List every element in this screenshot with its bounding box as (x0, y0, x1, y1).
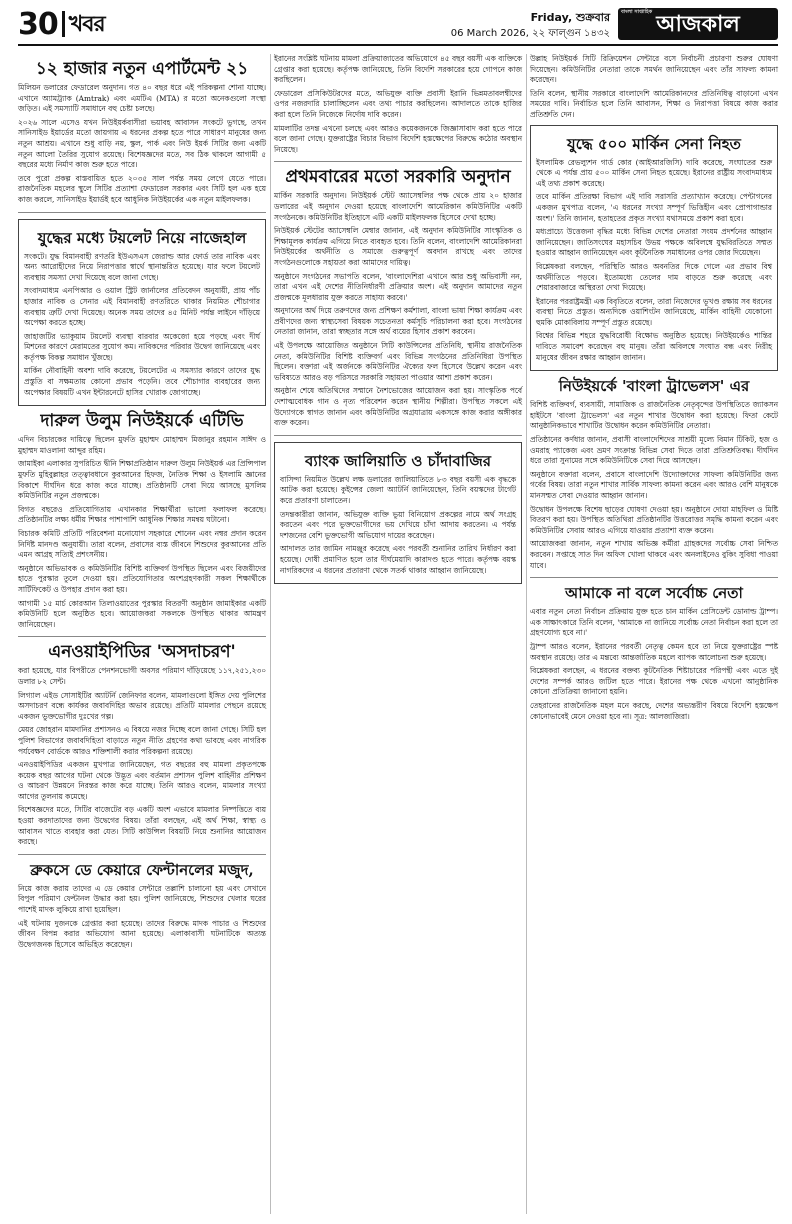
paragraph: ট্রাম্প আরও বলেন, ইরানের পরবর্তী নেতৃত্ব কেমন হবে তা নিয়ে যুক্তরাষ্ট্রের স্পষ্ট অবস্থান রয়েছে। তার এ মন্তব্যে আন্তর্জাতিক মহলে ব্যাপক আলোচনা শুরু হয়েছে। (530, 641, 778, 662)
paragraph: এই ঘটনায় দুজনকে গ্রেপ্তার করা হয়েছে। তাদের বিরুদ্ধে মাদক পাচার ও শিশুদের জীবন বিপন্ন করার অভিযোগ আনা হয়েছে। এলাকাবাসী ঘটনাটিকে অত্যন্ত উদ্বেগজনক হিসেবে অভিহিত করেছেন। (18, 918, 266, 949)
logo-text: আজকাল (656, 11, 740, 37)
headline: নিউইয়র্কে 'বাংলা ট্রাভেলস' এর (558, 377, 750, 396)
page-number-block (18, 8, 105, 42)
paragraph: মিলিয়ন ডলারের ফেডারেল অনুদান। গত ৪০ বছর ধরে এই পরিকল্পনা শোনা যাচ্ছে। এখানে অ্যামট্র্যাক (Amtrak) এবং এমটিএ (MTA) র মতো অনেকগুলো সংস্থা জড়িত। এই সমস্যাটি সমাধানে বহু চেষ্টা চলছে। (18, 83, 266, 114)
paragraph: ইরানের পররাষ্ট্রমন্ত্রী এক বিবৃতিতে বলেন, তারা নিজেদের ভূখণ্ড রক্ষায় সব ধরনের ব্যবস্থা নিতে প্রস্তুত। অন্যদিকে ওয়াশিংটন জানিয়েছে, মার্কিন বাহিনী যেকোনো হুমকি মোকাবিলায় সম্পূর্ণ প্রস্তুত রয়েছে। (536, 296, 772, 327)
article-iran-arrest (274, 54, 522, 155)
column-divider (526, 54, 527, 1214)
logo-tagline: বাংলা সাপ্তাহিক (621, 9, 653, 15)
paragraph: তেহরানের রাজনৈতিক মহল মনে করছে, দেশের অভ্যন্তরীণ বিষয়ে বিদেশি হস্তক্ষেপ কোনোভাবেই মেনে নেওয়া হবে না। সূত্র: আলজাজিরা। (530, 700, 778, 721)
paragraph: অনুষ্ঠানে সংগঠনের সভাপতি বলেন, 'বাংলাদেশিরা এখানে আর শুধু অভিবাসী নন, তারা এখন এই দেশের নীতিনির্ধারণী প্রক্রিয়ার অংশ। এই অনুদান আমাদের নতুন প্রজন্মকে মূলধারায় যুক্ত করতে সাহায্য করবে।' (274, 271, 522, 302)
paragraph: ইরানের সংশ্লিষ্ট ঘটনায় মামলা প্রক্রিয়াজাতের অভিযোগে ৪৫ বছর বয়সী এক ব্যক্তিকে গ্রেপ্তার করা হয়েছে। কর্তৃপক্ষ জানিয়েছে, তিনি বিদেশি সরকারের হয়ে গোপনে কাজ করছিলেন। (274, 54, 522, 85)
paragraph: নিউইয়র্ক স্টেটের অ্যাসেম্বলি মেম্বার জানান, এই অনুদান কমিউনিটির সাংস্কৃতিক ও শিক্ষামূলক কার্যক্রম এগিয়ে নিতে ব্যবহৃত হবে। তিনি বলেন, বাংলাদেশি আমেরিকানরা নিউইয়র্কের অর্থনীতি ও সমাজে গুরুত্বপূর্ণ অবদান রাখছে এবং তাদের সংগঠনগুলোকে সহায়তা করা আমাদের দায়িত্ব। (274, 226, 522, 267)
paragraph: এবার নতুন নেতা নির্বাচন প্রক্রিয়ায় যুক্ত হতে চান মার্কিন প্রেসিডেন্ট ডোনাল্ড ট্রাম্প। এক সাক্ষাৎকারে তিনি বলেন, 'আমাকে না জানিয়ে সর্বোচ্চ নেতা নির্বাচন করা হলে তা গ্রহণযোগ্য হবে না।' (530, 607, 778, 638)
column-divider (270, 54, 271, 1214)
headline: আমাকে না বলে সর্বোচ্চ নেতা (565, 584, 743, 603)
article-darul-uloom (18, 412, 266, 630)
article-supreme-leader (530, 584, 778, 722)
article-candidate (530, 54, 778, 121)
paragraph: এই উপলক্ষে আয়োজিত অনুষ্ঠানে সিটি কাউন্সিলের প্রতিনিধি, স্থানীয় রাজনৈতিক নেতা, কমিউনিটির বিশিষ্ট ব্যক্তিবর্গ এবং বিভিন্ন সংগঠনের প্রতিনিধিরা উপস্থিত ছিলেন। বক্তারা এই অর্জনকে কমিউনিটির ঐক্যের ফল হিসেবে উল্লেখ করেন এবং ভবিষ্যতে আরও বড় পরিসরে সরকারি সহায়তা পাওয়ার আশা প্রকাশ করেন। (274, 341, 522, 382)
paragraph: মেয়র জোহরান মামদানির প্রশাসনও এ বিষয়ে নজর দিচ্ছে বলে জানা গেছে। সিটি হল পুলিশ বিভাগের জবাবদিহিতা বাড়াতে নতুন নীতি গ্রহণের কথা ভাবছে এবং নাগরিক পর্যবেক্ষণ বোর্ডকে আরও শক্তিশালী করার পরিকল্পনা রয়েছে। (18, 725, 266, 756)
article-us-soldiers (530, 125, 778, 372)
paragraph: জামাইকা এলাকার সুপরিচিত দ্বীনি শিক্ষাপ্রতিষ্ঠান দারুল উলুম নিউইয়র্ক এর প্রিন্সিপাল মুফতি মুহিবুল্লাহর তত্ত্বাবধানে কুরআনের হিফজ, নৈতিক শিক্ষা ও ইসলামি জ্ঞানের বিকাশে দীর্ঘদিন ধরে কাজ করে যাচ্ছে। প্রতিষ্ঠানটি সেবা দিয়ে আসছে মুসলিম কমিউনিটির নতুন প্রজন্মকে। (18, 459, 267, 501)
column-3 (530, 54, 778, 725)
paragraph: জাহাজটির ভ্যাকুয়াম টয়লেট ব্যবস্থা বারবার অকেজো হয়ে পড়ছে এবং দীর্ঘ মিশনের কারণে মেরামতের সুযোগ কম। নাবিকদের পরিবার উদ্বেগ জানিয়েছে এবং কর্তৃপক্ষ বিকল্প সমাধান খুঁজছে। (24, 331, 260, 362)
article-toilet (18, 219, 266, 407)
paragraph: বিশ্লেষকরা বলছেন, পরিস্থিতি আরও অবনতির দিকে গেলে এর প্রভাব বিশ্ব অর্থনীতিতে পড়বে। ইতোমধ্যে তেলের দাম বাড়তে শুরু করেছে এবং শেয়ারবাজারে অস্থিরতা দেখা দিয়েছে। (536, 261, 772, 293)
paragraph: তিনি বলেন, স্থানীয় সরকারে বাংলাদেশি আমেরিকানদের প্রতিনিধিত্ব বাড়ানো এখন সময়ের দাবি। নির্বাচিত হলে তিনি আবাসন, শিক্ষা ও নিরাপত্তা বিষয়ে কাজ করার প্রতিশ্রুতি দেন। (530, 88, 778, 119)
paragraph: আদালত তার জামিন নামঞ্জুর করেছে এবং পরবর্তী শুনানির তারিখ নির্ধারণ করা হয়েছে। দোষী প্রমাণিত হলে তার দীর্ঘমেয়াদি কারাদণ্ড হতে পারে। কর্তৃপক্ষ বয়স্ক নাগরিকদের এ ধরনের প্রতারণা থেকে সতর্ক থাকার আহ্বান জানিয়েছে। (280, 544, 516, 575)
paragraph: বিগত বছরেও প্রতিযোগিতায় এখানকার শিক্ষার্থীরা ভালো ফলাফল করেছে। প্রতিষ্ঠানটির লক্ষ্য ধর্মীয় শিক্ষার পাশাপাশি আধুনিক শিক্ষার সমন্বয় ঘটানো। (18, 504, 266, 525)
paragraph: লিগ্যাল এইড সোসাইটির অ্যাটর্নি জেনিফার বলেন, মামলাগুলো ইঙ্গিত দেয় পুলিশের অসদাচরণ বন্ধে কার্যকর জবাবদিহির অভাব রয়েছে। প্রতিটি মামলার পেছনে রয়েছে একজন ভুক্তভোগীর দুঃখের গল্প। (18, 690, 266, 721)
headline: ব্রুকসে ডে কেয়ারে ফেন্টানলের মজুদ, (30, 860, 254, 879)
headline: প্রথমবারের মতো সরকারি অনুদান (285, 167, 511, 188)
paragraph: বিশিষ্ট ব্যক্তিবর্গ, ব্যবসায়ী, সামাজিক ও রাজনৈতিক নেতৃবৃন্দের উপস্থিতিতে জ্যাকসন হাইটসে 'বাংলা ট্রাভেলস' এর নতুন শাখার উদ্বোধন করা হয়েছে। ফিতা কেটে আনুষ্ঠানিকভাবে শাখাটির উদ্বোধন করেন কমিউনিটির নেতারা। (530, 400, 778, 431)
paragraph: মামলাটির তদন্ত এখনো চলছে এবং আরও কয়েকজনকে জিজ্ঞাসাবাদ করা হতে পারে বলে জানা গেছে। যুক্তরাষ্ট্রের বিচার বিভাগ বিদেশি হস্তক্ষেপের বিরুদ্ধে কঠোর অবস্থান নিয়েছে। (274, 123, 522, 154)
paragraph: আয়োজকরা জানান, নতুন শাখায় অভিজ্ঞ কর্মীরা গ্রাহকদের সর্বোচ্চ সেবা নিশ্চিত করবেন। সপ্তাহে সাত দিন অফিস খোলা থাকবে এবং অনলাইনেও বুকিং সুবিধা পাওয়া যাবে। (530, 539, 778, 570)
paragraph: বাসিন্দা নিয়মিত উল্লেখ লক্ষ ডলারের জালিয়াতিতে ৮৩ বছর বয়সী এক বৃদ্ধকে আটক করা হয়েছে। কুইন্সের জেলা অ্যাটর্নি জানিয়েছেন, তিনি বয়স্কদের টার্গেট করে প্রতারণা চালাতেন। (280, 474, 516, 505)
newspaper-logo (618, 8, 778, 40)
paragraph: অনুদানের অর্থ দিয়ে তরুণদের জন্য প্রশিক্ষণ কর্মশালা, বাংলা ভাষা শিক্ষা কার্যক্রম এবং প্রবীণদের জন্য স্বাস্থ্যসেবা বিষয়ক সচেতনতা কর্মসূচি পরিচালনা করা হবে। সংগঠনের নেতারা জানান, তারা স্বচ্ছতার সঙ্গে অর্থ ব্যয়ের হিসাব প্রকাশ করবেন। (274, 306, 522, 337)
headline: দারুল উলুম নিউইয়র্কে এটিভি (40, 411, 244, 432)
article-grant (274, 168, 522, 428)
headline: ব্যাংক জালিয়াতি ও চাঁদাবাজির (304, 451, 491, 470)
article-nypd (18, 643, 266, 848)
paragraph: বিশ্লেষকরা বলছেন, এ ধরনের বক্তব্য কূটনৈতিক শিষ্টাচারের পরিপন্থী এবং এতে দুই দেশের সম্পর্ক আরও জটিল হতে পারে। ইরানের পক্ষ থেকে এখনো আনুষ্ঠানিক কোনো প্রতিক্রিয়া জানানো হয়নি। (530, 666, 778, 697)
page-header (18, 6, 778, 46)
paragraph: বিশেষজ্ঞদের মতে, সিটির বাজেটের বড় একটি অংশ এভাবে মামলার নিষ্পত্তিতে ব্যয় হওয়া করদাতাদের জন্য উদ্বেগের বিষয়। তাঁরা বলছেন, এই অর্থ শিক্ষা, স্বাস্থ্য ও আবাসন খাতে ব্যবহার করা যেত। সিটি কাউন্সিল বিষয়টি নিয়ে শুনানির আয়োজন করছে। (18, 805, 266, 847)
article-fentanyl (18, 861, 266, 951)
column-2 (274, 54, 522, 590)
paragraph: মার্কিন সরকারি অনুদান। নিউইয়র্ক স্টেট অ্যাসেম্বলির পক্ষ থেকে প্রায় ২০ হাজার ডলারের এই অনুদান দেওয়া হয়েছে বাংলাদেশি আমেরিকান কমিউনিটির একটি সংগঠনকে। কমিউনিটির ইতিহাসে এটি একটি মাইলফলক হিসেবে দেখা হচ্ছে। (274, 191, 522, 222)
paragraph: বিশ্বের বিভিন্ন শহরে যুদ্ধবিরোধী বিক্ষোভ অনুষ্ঠিত হয়েছে। নিউইয়র্কেও শান্তির দাবিতে সমাবেশ করেছেন বহু মানুষ। তাঁরা অবিলম্বে সংঘাত বন্ধ এবং নিরীহ মানুষের জীবন রক্ষার আহ্বান জানান। (536, 331, 772, 362)
paragraph: তদন্তকারীরা জানান, অভিযুক্ত ব্যক্তি ভুয়া বিনিয়োগ প্রকল্পের নামে অর্থ সংগ্রহ করতেন এবং পরে ভুক্তভোগীদের ভয় দেখিয়ে চাঁদা আদায় করতেন। এ পর্যন্ত দশজনের বেশি ভুক্তভোগী অভিযোগ দায়ের করেছেন। (280, 509, 516, 540)
headline: ১২ হাজার নতুন এপার্টমেন্ট ২১ (35, 59, 249, 79)
headline: এনওয়াইপিডির 'অসদাচরণ' (48, 642, 236, 663)
paragraph: অনুষ্ঠানে অভিভাবক ও কমিউনিটির বিশিষ্ট ব্যক্তিবর্গ উপস্থিত ছিলেন এবং বিজয়ীদের হাতে পুরস্কার তুলে দেওয়া হয়। প্রতিযোগিতার অংশগ্রহণকারী সকল শিক্ষার্থীকে সার্টিফিকেট ও উপহার প্রদান করা হয়। (18, 563, 266, 594)
paragraph: ইসলামিক রেভল্যুশন গার্ড কোর (আইআরজিসি) দাবি করেছে, সংঘাতের শুরু থেকে এ পর্যন্ত প্রায় ৫০০ মার্কিন সেনা নিহত হয়েছে। ইরানের রাষ্ট্রীয় সংবাদমাধ্যম এই তথ্য প্রকাশ করেছে। (536, 157, 772, 188)
headline: যুদ্ধে ৫০০ মার্কিন সেনা নিহত (567, 134, 741, 153)
header-rule (18, 44, 778, 46)
article-bank-fraud (274, 442, 522, 584)
paragraph: সংবাদমাধ্যম এনপিআর ও ওয়াল স্ট্রিট জার্নালের প্রতিবেদন অনুযায়ী, প্রায় পাঁচ হাজার নাবিক ও সেনার এই বিমানবাহী রণতরিতে থাকার নিয়মিত শৌচাগার ব্যবস্থায় ত্রুটি দেখা দিয়েছে। অনেক সময় তাদের ৪৫ মিনিট পর্যন্ত লাইনে দাঁড়িয়ে অপেক্ষা করতে হচ্ছে। (24, 286, 260, 328)
article-separator (18, 636, 266, 637)
paragraph: ২০২৬ সালে এসেও যখন নিউইয়র্কবাসীরা ভয়াবহ আবাসন সংকটে ভুগছে, তখন সানিসাইড ইয়ার্ডের মতো জায়গায় এ ধরনের প্রকল্প হতে পারে সাধারণ মানুষের জন্য নতুন আশ্রয়। এখানে শুধু বাড়ি নয়, স্কুল, পার্ক এবং নিউ ইয়র্ক সিটির জন্য একটি নতুন আলো তৈরির সুযোগ রয়েছে। বিশেষজ্ঞদের মতে, সব ঠিক থাকলে আগামী ৫ বছরের মধ্যে নির্মাণ কাজ শুরু হতে পারে। (18, 117, 266, 170)
article-separator (18, 854, 266, 855)
article-separator (18, 212, 266, 213)
article-separator (274, 435, 522, 436)
paragraph: অনুষ্ঠানে বক্তারা বলেন, প্রবাসে বাংলাদেশি উদ্যোক্তাদের সাফল্য কমিউনিটির জন্য গর্বের বিষয়। তারা নতুন শাখার সার্বিক সাফল্য কামনা করেন এবং আরও বেশি মানুষকে মানসম্মত সেবা দেওয়ার আহ্বান জানান। (530, 469, 778, 500)
article-separator (274, 161, 522, 162)
paragraph: অনুষ্ঠান শেষে অতিথিদের সম্মানে নৈশভোজের আয়োজন করা হয়। সাংস্কৃতিক পর্বে দেশাত্মবোধক গান ও নৃত্য পরিবেশন করেন স্থানীয় শিল্পীরা। উপস্থিত সকলে এই উদ্যোগকে স্বাগত জানান এবং কমিউনিটির অগ্রযাত্রায় একসঙ্গে কাজ করার অঙ্গীকার ব্যক্ত করেন। (274, 386, 522, 428)
paragraph: নিয়ে কাজ করায় তাদের এ ডে কেয়ার সেন্টারে তল্লাশি চালানো হয় এবং সেখানে বিপুল পরিমাণ ফেন্টানল উদ্ধার করা হয়। পুলিশ জানিয়েছে, শিশুদের খেলার ঘরের পাশেই মাদক লুকিয়ে রাখা হয়েছিল। (18, 883, 266, 915)
paragraph: করা হয়েছে, যার বিপরীতে পেনশনভোগী অবসর পরিমাণ দাঁড়িয়েছে ১১৭,২৫১,২৩০ ডলার ৮২ সেন্ট। (18, 666, 266, 686)
newspaper-page (18, 6, 778, 1218)
paragraph: সংকটে। যুদ্ধ বিমানবাহী রণতরি ইউএসএস জেরাল্ড আর ফোর্ড তার নাবিক এবং অন্য আরোহীদের নিয়ে নিরাপত্তার স্বার্থে স্থানান্তরিত হয়েছে। যার ফলে টয়লেট ব্যবস্থায় সমস্যা দেখা দিয়েছে বলে জানা গেছে। (24, 251, 260, 282)
article-bangla-travels (530, 377, 778, 571)
headline: যুদ্ধের মধ্যে টয়লেট নিয়ে নাজেহাল (37, 228, 247, 247)
paragraph: ফেডারেল প্রসিকিউটরদের মতে, অভিযুক্ত ব্যক্তি প্রবাসী ইরানি ভিন্নমতাবলম্বীদের ওপর নজরদারি চালাচ্ছিলেন এবং তথ্য পাচার করছিলেন। আদালতে তাকে হাজির করা হলে তিনি নিজেকে নির্দোষ দাবি করেন। (274, 88, 522, 119)
paragraph: মার্কিন নৌবাহিনী অবশ্য দাবি করেছে, টয়লেটের এ সমস্যার কারণে তাদের যুদ্ধ প্রস্তুতি বা সক্ষমতায় কোনো প্রভাব পড়েনি। তবে শৌচাগার ব্যবহারের জন্য অপেক্ষার বিষয়টি এখন ইন্টারনেটে হাসির খোরাক জোগাচ্ছে। (24, 366, 260, 397)
page-number: 30 (18, 7, 58, 42)
article-separator (530, 577, 778, 578)
issue-day: Friday, শুক্রবার (530, 11, 610, 24)
paragraph: আগামী ১৫ মার্চ কোরআন তিলাওয়াতের পুরস্কার বিতরণী অনুষ্ঠান জামাইকার একটি কমিউনিটি হলে অনুষ্ঠিত হবে। আয়োজকরা সকলকে উপস্থিত থাকার আমন্ত্রণ জানিয়েছেন। (18, 598, 266, 629)
header-divider (62, 11, 65, 37)
paragraph: এদিন বিচারকের দায়িত্বে ছিলেন মুফতি মুহাম্মদ মোহাম্মদ মিজানুর রহমান সাঈদ ও মুহাম্মদ মাওলানা আব্দুর রহিম। (18, 435, 266, 455)
section-name: খবর (68, 12, 105, 37)
paragraph: তবে মার্কিন প্রতিরক্ষা বিভাগ এই দাবি সরাসরি প্রত্যাখ্যান করেছে। পেন্টাগনের একজন মুখপাত্র বলেন, 'এ ধরনের সংখ্যা সম্পূর্ণ ভিত্তিহীন এবং প্রোপাগান্ডার অংশ।' তিনি জানান, হতাহতের প্রকৃত সংখ্যা যথাসময়ে প্রকাশ করা হবে। (536, 192, 772, 223)
paragraph: তবে পুরো প্রকল্প বাস্তবায়িত হতে ২০৩৫ সাল পর্যন্ত সময় লেগে যেতে পারে। রাজনৈতিক মহলের স্থুলে সিটির প্রত্যাশা ফেডারেল সরকার এবং সিটি হল এক হয়ে কাজ করলে, সানিসাইড ইয়ার্ডই হবে আধুনিক নিউইয়র্কের এক নতুন মাইলফলক। (18, 173, 266, 204)
paragraph: উল্লাহ নিউইয়র্ক সিটি রিক্রিয়েশন সেন্টারে বসে নির্বাচনী প্রচারণা শুরুর ঘোষণা দিয়েছেন। কমিউনিটির নেতারা তাকে সমর্থন জানিয়েছেন এবং তাঁর সাফল্য কামনা করেছেন। (530, 54, 778, 85)
paragraph: উদ্বোধন উপলক্ষে বিশেষ ছাড়ের ঘোষণা দেওয়া হয়। অনুষ্ঠানে দোয়া মাহফিল ও মিষ্টি বিতরণ করা হয়। উপস্থিত অতিথিরা প্রতিষ্ঠানটির উত্তরোত্তর সমৃদ্ধি কামনা করেন এবং কমিউনিটির সেবায় আরও এগিয়ে যাওয়ার প্রত্যাশা ব্যক্ত করেন। (530, 504, 778, 535)
paragraph: এনওয়াইপিডির একজন মুখপাত্র জানিয়েছেন, গত বছরের বহু মামলা প্রকৃতপক্ষে কয়েক বছর আগের ঘটনা থেকে উদ্ভূত এবং বর্তমান প্রশাসন পুলিশ বাহিনীর প্রশিক্ষণ ও আচরণ উন্নয়নে নিরন্তর কাজ করে যাচ্ছে। তিনি আরও বলেন, মামলার সংখ্যা আগের তুলনায় কমেছে। (18, 760, 266, 801)
paragraph: মধ্যপ্রাচ্যে উত্তেজনা বৃদ্ধির মধ্যে বিভিন্ন দেশের নেতারা সংযম প্রদর্শনের আহ্বান জানিয়েছেন। জাতিসংঘের মহাসচিব উভয় পক্ষকে অবিলম্বে যুদ্ধবিরতিতে সম্মত হওয়ার আহ্বান জানিয়েছেন এবং কূটনৈতিক সমাধানের ওপর জোর দিয়েছেন। (536, 227, 772, 258)
paragraph: বিচারক কমিটি প্রতিটি পরিবেশনা মনোযোগ সহকারে শোনেন এবং নম্বর প্রদান করেন নির্দিষ্ট মানদণ্ড অনুযায়ী। তারা বলেন, প্রবাসের ব্যস্ত জীবনে শিশুদের কুরআনের প্রতি এমন আগ্রহ সত্যিই প্রশংসনীয়। (18, 529, 266, 560)
article-apartments (18, 60, 266, 206)
paragraph: প্রতিষ্ঠানের কর্ণধার জানান, প্রবাসী বাংলাদেশিদের সাশ্রয়ী মূল্যে বিমান টিকিট, হজ ও ওমরাহ প্যাকেজ এবং ভ্রমণ সংক্রান্ত বিভিন্ন সেবা দিতে তারা প্রতিশ্রুতিবদ্ধ। দীর্ঘদিন ধরে তারা সুনামের সঙ্গে কমিউনিটিকে সেবা দিয়ে আসছেন। (530, 435, 778, 466)
issue-date: 06 March 2026, ২২ ফাল্গুন ১৪৩২ (450, 28, 610, 39)
column-1 (18, 54, 266, 953)
